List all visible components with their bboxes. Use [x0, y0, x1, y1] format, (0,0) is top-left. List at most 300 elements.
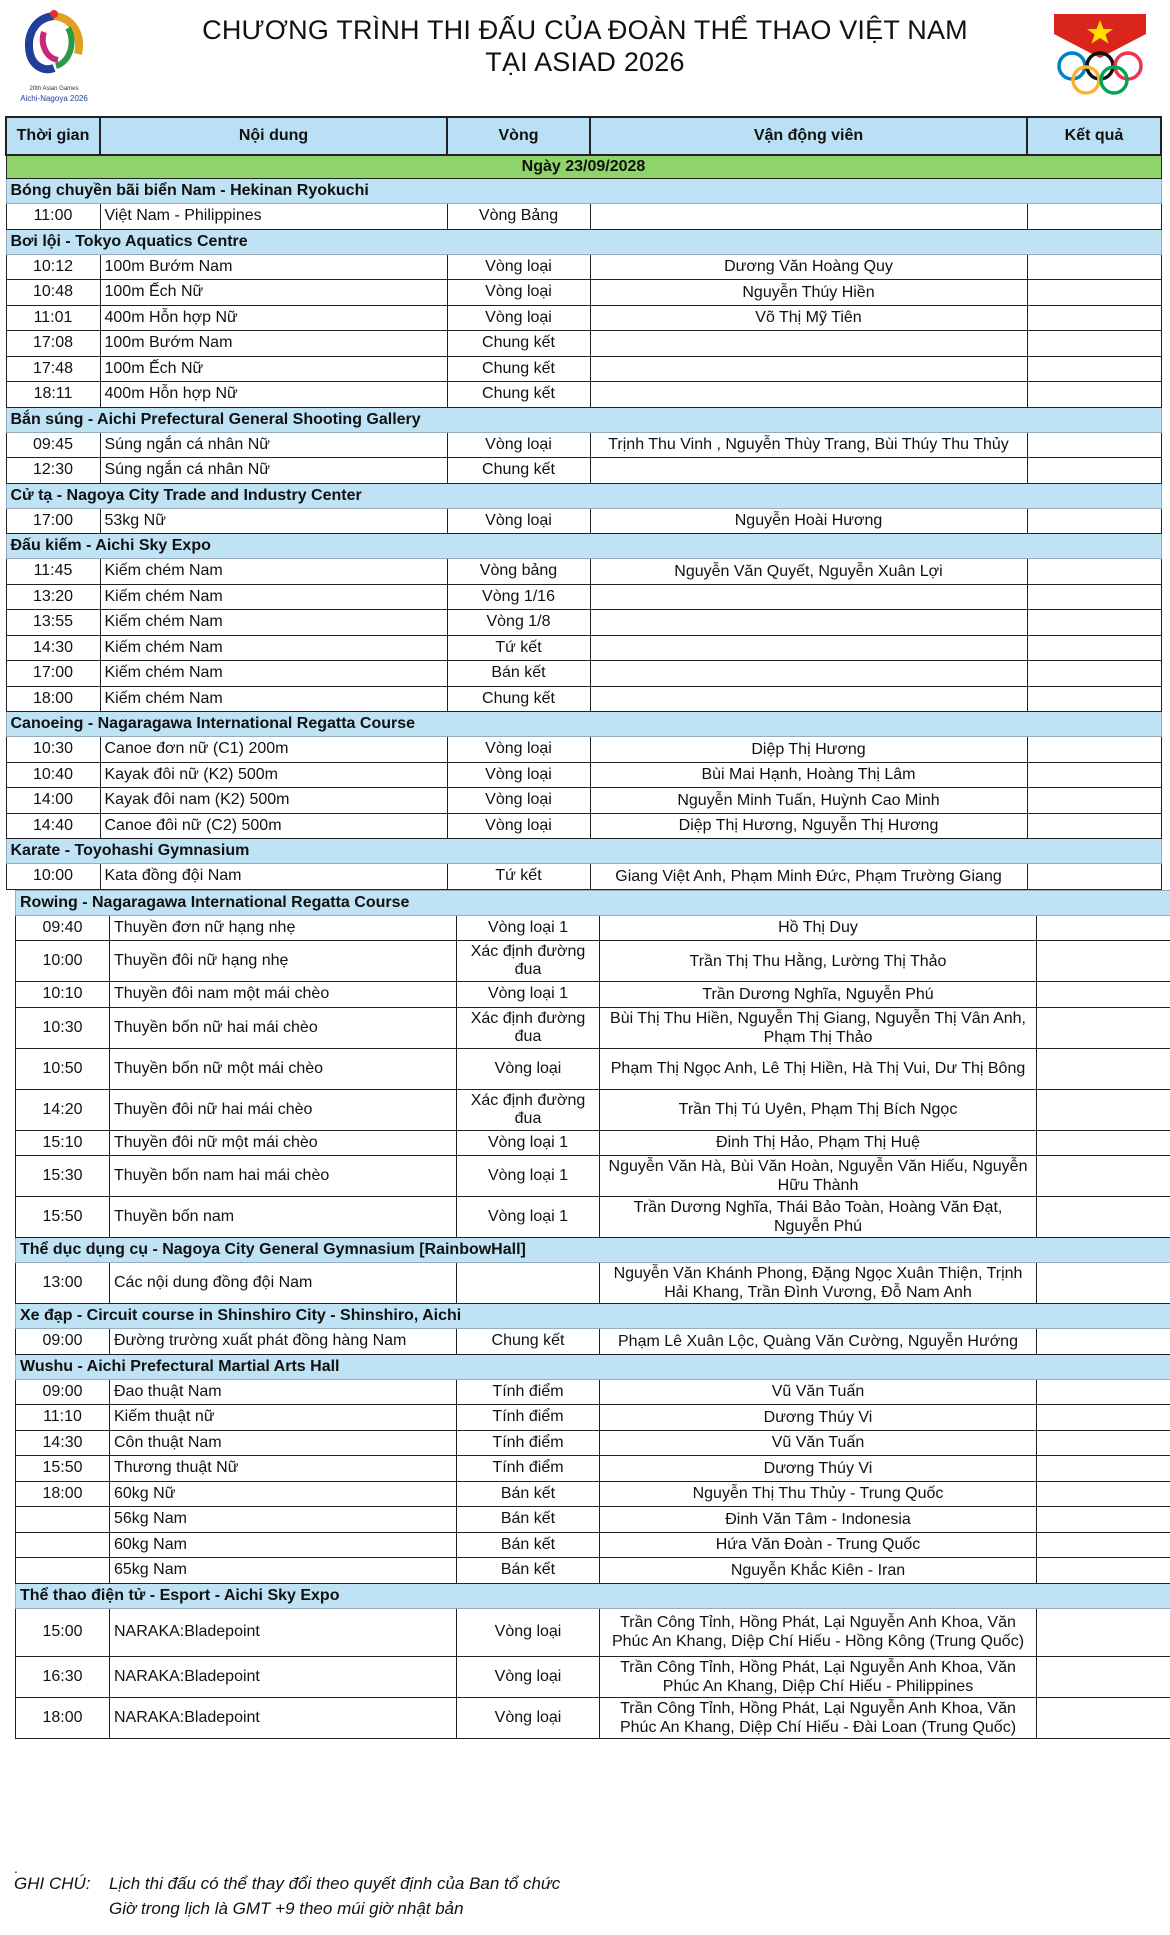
cell-round [457, 1263, 600, 1304]
cell-time: 14:30 [6, 635, 100, 661]
table-row [16, 1697, 1170, 1738]
cell-result [1037, 1430, 1170, 1456]
cell-round: Tính điểm [457, 1405, 600, 1431]
cell-result [1037, 1263, 1170, 1304]
cell-athletes: Nguyễn Thị Thu Thủy - Trung Quốc [600, 1481, 1037, 1507]
cell-round: Bán kết [457, 1532, 600, 1558]
cell-time: 11:10 [16, 1405, 110, 1431]
cell-round: Vòng loại [447, 305, 590, 331]
cell-athletes: Nguyễn Thúy Hiền [590, 280, 1027, 306]
cell-round: Vòng loại [447, 254, 590, 280]
cell-event: 60kg Nam [110, 1532, 457, 1558]
section-title: Wushu - Aichi Prefectural Martial Arts Hall [16, 1354, 1170, 1379]
cell-time: 18:11 [6, 382, 100, 408]
cell-result [1027, 737, 1161, 763]
cell-time: 18:00 [16, 1481, 110, 1507]
cell-athletes [590, 610, 1027, 636]
cell-time: 15:50 [16, 1197, 110, 1238]
cell-event: 100m Bướm Nam [100, 254, 447, 280]
cell-time: 17:08 [6, 331, 100, 357]
note-text-1: Lịch thi đấu có thể thay đổi theo quyết định của Ban tổ chức [109, 1874, 561, 1893]
table-row [16, 1656, 1170, 1697]
cell-round: Vòng loại [447, 508, 590, 534]
section-row [16, 890, 1170, 915]
table-row [6, 432, 1161, 458]
cell-athletes: Nguyễn Khắc Kiên - Iran [600, 1558, 1037, 1584]
cell-result [1037, 1507, 1170, 1533]
cell-round: Vòng loại [447, 432, 590, 458]
cell-event: 100m Ếch Nữ [100, 280, 447, 306]
cell-round: Bán kết [457, 1558, 600, 1584]
cell-round: Vòng loại 1 [457, 982, 600, 1008]
section-row [16, 1354, 1170, 1379]
table-row [6, 788, 1161, 814]
cell-event: NARAKA:Bladepoint [110, 1656, 457, 1697]
table-row [16, 1405, 1170, 1431]
section-title: Thể thao điện tử - Esport - Aichi Sky Expo [16, 1583, 1170, 1608]
cell-round: Vòng loại [457, 1697, 600, 1738]
section-title: Karate - Toyohashi Gymnasium [6, 839, 1161, 864]
cell-athletes: Bùi Mai Hạnh, Hoàng Thị Lâm [590, 762, 1027, 788]
cell-event: 100m Bướm Nam [100, 331, 447, 357]
cell-athletes: Diệp Thị Hương [590, 737, 1027, 763]
cell-event: 60kg Nữ [110, 1481, 457, 1507]
cell-event: Thuyền bốn nam [110, 1197, 457, 1238]
table-row [16, 1329, 1170, 1355]
cell-result [1037, 1379, 1170, 1405]
cell-round: Vòng loại 1 [457, 1130, 600, 1156]
cell-athletes [590, 382, 1027, 408]
section-row [6, 839, 1161, 864]
notes-block [14, 1860, 560, 1924]
cell-athletes [590, 356, 1027, 382]
cell-round: Vòng loại [447, 762, 590, 788]
cell-round: Vòng bảng [447, 559, 590, 585]
cell-event: Kayak đôi nam (K2) 500m [100, 788, 447, 814]
table-row [16, 1089, 1170, 1130]
cell-time: 10:50 [16, 1048, 110, 1089]
cell-event: Kayak đôi nữ (K2) 500m [100, 762, 447, 788]
cell-time: 10:12 [6, 254, 100, 280]
cell-athletes: Nguyễn Hoài Hương [590, 508, 1027, 534]
cell-round: Vòng loại [457, 1656, 600, 1697]
table-row [16, 1197, 1170, 1238]
cell-round: Vòng loại 1 [457, 915, 600, 941]
section-row [16, 1238, 1170, 1263]
cell-result [1027, 305, 1161, 331]
table-row [6, 356, 1161, 382]
cell-event: 56kg Nam [110, 1507, 457, 1533]
cell-time: 15:00 [16, 1608, 110, 1656]
cell-round: Vòng loại 1 [457, 1197, 600, 1238]
cell-round: Vòng loại [457, 1048, 600, 1089]
cell-athletes: Nguyễn Văn Khánh Phong, Đặng Ngọc Xuân Thiện, Trịnh Hải Khang, Trần Đình Vương, Đỗ Nam Anh [600, 1263, 1037, 1304]
cell-athletes: Bùi Thị Thu Hiền, Nguyễn Thị Giang, Nguyễn Thị Vân Anh, Phạm Thị Thảo [600, 1007, 1037, 1048]
cell-event: Các nội dung đồng đội Nam [110, 1263, 457, 1304]
cell-time: 09:45 [6, 432, 100, 458]
table-row [6, 813, 1161, 839]
cell-athletes: Hồ Thị Duy [600, 915, 1037, 941]
cell-time: 11:01 [6, 305, 100, 331]
section-row [16, 1583, 1170, 1608]
section-title: Cử tạ - Nagoya City Trade and Industry Center [6, 483, 1161, 508]
date-label: Ngày 23/09/2028 [6, 155, 1161, 179]
section-title: Rowing - Nagaragawa International Regatta Course [16, 890, 1170, 915]
cell-event: Đao thuật Nam [110, 1379, 457, 1405]
cell-result [1027, 686, 1161, 712]
cell-athletes: Hứa Văn Đoàn - Trung Quốc [600, 1532, 1037, 1558]
cell-round: Bán kết [447, 661, 590, 687]
cell-result [1037, 982, 1170, 1008]
cell-time: 13:00 [16, 1263, 110, 1304]
cell-result [1027, 788, 1161, 814]
cell-event: Thuyền đôi nữ một mái chèo [110, 1130, 457, 1156]
col-header-round: Vòng [447, 117, 590, 155]
cell-time: 14:20 [16, 1089, 110, 1130]
section-row [6, 407, 1161, 432]
section-row [6, 179, 1161, 204]
cell-event: Kiếm chém Nam [100, 635, 447, 661]
section-title: Bắn súng - Aichi Prefectural General Shooting Gallery [6, 407, 1161, 432]
date-row [6, 155, 1161, 179]
cell-result [1027, 331, 1161, 357]
table-row [6, 458, 1161, 484]
section-title: Bơi lội - Tokyo Aquatics Centre [6, 229, 1161, 254]
note-line-2 [14, 1899, 560, 1924]
cell-time: 12:30 [6, 458, 100, 484]
cell-time: 14:40 [6, 813, 100, 839]
cell-athletes: Trần Dương Nghĩa, Thái Bảo Toàn, Hoàng Văn Đạt, Nguyễn Phú [600, 1197, 1037, 1238]
cell-result [1037, 1130, 1170, 1156]
cell-event: Thuyền đơn nữ hạng nhẹ [110, 915, 457, 941]
cell-time: 10:00 [16, 941, 110, 982]
section-title: Xe đạp - Circuit course in Shinshiro City - Shinshiro, Aichi [16, 1304, 1170, 1329]
table-row [16, 1558, 1170, 1584]
cell-round: Tứ kết [447, 864, 590, 890]
cell-athletes: Vũ Văn Tuấn [600, 1379, 1037, 1405]
cell-round: Vòng loại [447, 813, 590, 839]
cell-result [1027, 458, 1161, 484]
asian-games-logo [14, 6, 94, 111]
logo-text-2: Aichi-Nagoya 2026 [20, 94, 88, 103]
cell-athletes: Phạm Thị Ngọc Anh, Lê Thị Hiền, Hà Thị Vui, Dư Thị Bông [600, 1048, 1037, 1089]
cell-round: Bán kết [457, 1481, 600, 1507]
table-row [16, 1507, 1170, 1533]
table-row [6, 635, 1161, 661]
cell-round: Vòng loại 1 [457, 1156, 600, 1197]
cell-result [1037, 1007, 1170, 1048]
note-text-2: Giờ trong lịch là GMT +9 theo múi giờ nhật bản [109, 1899, 464, 1918]
table-row [16, 915, 1170, 941]
cell-result [1037, 1405, 1170, 1431]
cell-event: Kiếm chém Nam [100, 584, 447, 610]
cell-time: 15:10 [16, 1130, 110, 1156]
cell-result [1027, 762, 1161, 788]
cell-athletes: Trần Công Tỉnh, Hồng Phát, Lại Nguyễn Anh Khoa, Văn Phúc An Khang, Diệp Chí Hiếu - Đài Loan (Trung Quốc) [600, 1697, 1037, 1738]
cell-time [16, 1532, 110, 1558]
cell-event: 53kg Nữ [100, 508, 447, 534]
cell-round: Chung kết [447, 458, 590, 484]
table-row [6, 280, 1161, 306]
table-row [16, 1048, 1170, 1089]
cell-event: Việt Nam - Philippines [100, 204, 447, 230]
cell-athletes [590, 458, 1027, 484]
cell-time: 14:00 [6, 788, 100, 814]
cell-athletes: Nguyễn Văn Hà, Bùi Văn Hoàn, Nguyễn Văn Hiếu, Nguyễn Hữu Thành [600, 1156, 1037, 1197]
cell-time: 10:48 [6, 280, 100, 306]
cell-athletes: Vũ Văn Tuấn [600, 1430, 1037, 1456]
cell-time: 18:00 [6, 686, 100, 712]
table-row [6, 661, 1161, 687]
cell-time: 09:00 [16, 1329, 110, 1355]
cell-time: 18:00 [16, 1697, 110, 1738]
cell-round: Chung kết [447, 382, 590, 408]
cell-athletes: Nguyễn Minh Tuấn, Huỳnh Cao Minh [590, 788, 1027, 814]
cell-event: Kata đồng đội Nam [100, 864, 447, 890]
cell-result [1027, 661, 1161, 687]
table-row [6, 864, 1161, 890]
section-title: Bóng chuyền bãi biển Nam - Hekinan Ryokuchi [6, 179, 1161, 204]
cell-event: Súng ngắn cá nhân Nữ [100, 458, 447, 484]
cell-round: Chung kết [447, 686, 590, 712]
cell-result [1037, 1697, 1170, 1738]
cell-round: Chung kết [447, 331, 590, 357]
cell-time [16, 1558, 110, 1584]
page-title [150, 14, 1020, 78]
cell-result [1027, 254, 1161, 280]
cell-event: Kiếm chém Nam [100, 610, 447, 636]
cell-result [1037, 1156, 1170, 1197]
cell-athletes: Dương Thúy Vi [600, 1405, 1037, 1431]
cell-time: 15:50 [16, 1456, 110, 1482]
cell-event: Thuyền bốn nam hai mái chèo [110, 1156, 457, 1197]
cell-round: Tính điểm [457, 1379, 600, 1405]
cell-event: Thuyền bốn nữ một mái chèo [110, 1048, 457, 1089]
table-row [16, 1007, 1170, 1048]
cell-result [1037, 1532, 1170, 1558]
table-row [6, 737, 1161, 763]
cell-event: NARAKA:Bladepoint [110, 1608, 457, 1656]
schedule-table-main [5, 116, 1162, 890]
cell-round: Tứ kết [447, 635, 590, 661]
notes-dot: . [14, 1860, 18, 1876]
cell-result [1027, 508, 1161, 534]
cell-time: 11:00 [6, 204, 100, 230]
cell-result [1037, 1656, 1170, 1697]
cell-result [1027, 432, 1161, 458]
cell-time: 10:30 [6, 737, 100, 763]
cell-time: 10:30 [16, 1007, 110, 1048]
cell-athletes: Trần Thị Thu Hằng, Lường Thị Thảo [600, 941, 1037, 982]
cell-event: Côn thuật Nam [110, 1430, 457, 1456]
section-row [6, 712, 1161, 737]
cell-athletes [590, 686, 1027, 712]
section-title: Đấu kiếm - Aichi Sky Expo [6, 534, 1161, 559]
cell-round: Xác định đường đua [457, 1007, 600, 1048]
cell-athletes: Đinh Thị Hảo, Phạm Thị Huệ [600, 1130, 1037, 1156]
cell-time: 10:10 [16, 982, 110, 1008]
schedule-sheet [5, 116, 1160, 1739]
table-header-row [6, 117, 1161, 155]
cell-event: Đường trường xuất phát đồng hàng Nam [110, 1329, 457, 1355]
cell-event: Thuyền bốn nữ hai mái chèo [110, 1007, 457, 1048]
cell-result [1027, 382, 1161, 408]
col-header-time: Thời gian [6, 117, 100, 155]
cell-result [1037, 1329, 1170, 1355]
cell-result [1037, 941, 1170, 982]
cell-result [1027, 864, 1161, 890]
cell-event: Thuyền đôi nữ hạng nhẹ [110, 941, 457, 982]
cell-event: 65kg Nam [110, 1558, 457, 1584]
table-row [6, 254, 1161, 280]
cell-time: 13:20 [6, 584, 100, 610]
cell-round: Xác định đường đua [457, 1089, 600, 1130]
cell-time: 17:00 [6, 661, 100, 687]
schedule-table-continued [15, 890, 1170, 1739]
cell-time: 10:00 [6, 864, 100, 890]
cell-result [1027, 204, 1161, 230]
cell-athletes: Nguyễn Văn Quyết, Nguyễn Xuân Lợi [590, 559, 1027, 585]
note-line-1 [14, 1874, 560, 1899]
cell-round: Vòng 1/8 [447, 610, 590, 636]
cell-result [1037, 1558, 1170, 1584]
cell-round: Xác định đường đua [457, 941, 600, 982]
cell-time: 13:55 [6, 610, 100, 636]
cell-athletes [590, 635, 1027, 661]
cell-athletes: Dương Thúy Vi [600, 1456, 1037, 1482]
cell-event: Thương thuật Nữ [110, 1456, 457, 1482]
table-row [16, 1608, 1170, 1656]
table-row [6, 610, 1161, 636]
cell-athletes: Diệp Thị Hương, Nguyễn Thị Hương [590, 813, 1027, 839]
table-row [6, 331, 1161, 357]
page-header [0, 0, 1170, 112]
table-row [6, 204, 1161, 230]
table-row [6, 559, 1161, 585]
table-row [16, 1130, 1170, 1156]
table-row [16, 1263, 1170, 1304]
cell-event: Kiếm chém Nam [100, 686, 447, 712]
table-row [16, 941, 1170, 982]
cell-result [1037, 1456, 1170, 1482]
cell-athletes [590, 204, 1027, 230]
cell-time: 10:40 [6, 762, 100, 788]
cell-event: Canoe đơn nữ (C1) 200m [100, 737, 447, 763]
cell-round: Chung kết [457, 1329, 600, 1355]
cell-round: Vòng loại [457, 1608, 600, 1656]
cell-athletes: Giang Việt Anh, Phạm Minh Đức, Phạm Trường Giang [590, 864, 1027, 890]
table-row [16, 1532, 1170, 1558]
cell-time: 17:00 [6, 508, 100, 534]
cell-time [16, 1507, 110, 1533]
cell-event: Thuyền đôi nữ hai mái chèo [110, 1089, 457, 1130]
cell-round: Tính điểm [457, 1456, 600, 1482]
cell-athletes: Dương Văn Hoàng Quy [590, 254, 1027, 280]
cell-athletes: Trịnh Thu Vinh , Nguyễn Thùy Trang, Bùi Thúy Thu Thủy [590, 432, 1027, 458]
cell-event: Súng ngắn cá nhân Nữ [100, 432, 447, 458]
table-row [6, 686, 1161, 712]
cell-result [1037, 1048, 1170, 1089]
cell-time: 17:48 [6, 356, 100, 382]
cell-time: 09:40 [16, 915, 110, 941]
cell-round: Vòng loại [447, 280, 590, 306]
cell-time: 09:00 [16, 1379, 110, 1405]
cell-athletes: Trần Công Tỉnh, Hồng Phát, Lại Nguyễn Anh Khoa, Văn Phúc An Khang, Diệp Chí Hiếu - Hồng Kông (Trung Quốc) [600, 1608, 1037, 1656]
table-row [16, 1430, 1170, 1456]
col-header-result: Kết quả [1027, 117, 1161, 155]
cell-round: Vòng loại [447, 737, 590, 763]
table-row [16, 1456, 1170, 1482]
section-row [6, 534, 1161, 559]
vietnam-olympic-logo [1050, 14, 1150, 96]
cell-result [1027, 584, 1161, 610]
cell-athletes: Phạm Lê Xuân Lộc, Quàng Văn Cường, Nguyễn Hướng [600, 1329, 1037, 1355]
cell-result [1027, 280, 1161, 306]
cell-time: 15:30 [16, 1156, 110, 1197]
cell-result [1027, 610, 1161, 636]
cell-event: 400m Hỗn hợp Nữ [100, 382, 447, 408]
cell-result [1037, 1197, 1170, 1238]
table-row [6, 762, 1161, 788]
col-header-event: Nội dung [100, 117, 447, 155]
cell-athletes: Đinh Văn Tâm - Indonesia [600, 1507, 1037, 1533]
logo-text-1: 20th Asian Games [29, 86, 79, 92]
cell-athletes: Võ Thị Mỹ Tiên [590, 305, 1027, 331]
table-row [6, 508, 1161, 534]
cell-athletes [590, 331, 1027, 357]
notes-label: GHI CHÚ: [14, 1874, 91, 1893]
cell-round: Vòng Bảng [447, 204, 590, 230]
cell-event: 100m Ếch Nữ [100, 356, 447, 382]
cell-result [1037, 915, 1170, 941]
cell-event: Thuyền đôi nam một mái chèo [110, 982, 457, 1008]
table-row [6, 305, 1161, 331]
cell-event: Kiếm chém Nam [100, 559, 447, 585]
cell-round: Vòng 1/16 [447, 584, 590, 610]
cell-athletes: Trần Dương Nghĩa, Nguyễn Phú [600, 982, 1037, 1008]
table-row [16, 982, 1170, 1008]
title-line-2: TẠI ASIAD 2026 [485, 47, 685, 77]
cell-result [1037, 1089, 1170, 1130]
table-row [16, 1156, 1170, 1197]
cell-result [1027, 356, 1161, 382]
col-header-athletes: Vận động viên [590, 117, 1027, 155]
section-row [6, 483, 1161, 508]
cell-athletes: Trần Thị Tú Uyên, Phạm Thị Bích Ngọc [600, 1089, 1037, 1130]
cell-result [1037, 1481, 1170, 1507]
title-line-1: CHƯƠNG TRÌNH THI ĐẤU CỦA ĐOÀN THỂ THAO VIỆT NAM [202, 15, 968, 45]
section-row [6, 229, 1161, 254]
cell-round: Bán kết [457, 1507, 600, 1533]
cell-time: 16:30 [16, 1656, 110, 1697]
table-row [16, 1379, 1170, 1405]
section-row [16, 1304, 1170, 1329]
table-row [16, 1481, 1170, 1507]
cell-result [1027, 559, 1161, 585]
section-title: Canoeing - Nagaragawa International Regatta Course [6, 712, 1161, 737]
cell-round: Tính điểm [457, 1430, 600, 1456]
cell-athletes [590, 661, 1027, 687]
cell-athletes [590, 584, 1027, 610]
cell-event: 400m Hỗn hợp Nữ [100, 305, 447, 331]
table-row [6, 584, 1161, 610]
cell-round: Vòng loại [447, 788, 590, 814]
cell-result [1027, 813, 1161, 839]
cell-result [1037, 1608, 1170, 1656]
cell-event: Kiếm thuật nữ [110, 1405, 457, 1431]
section-title: Thể dục dụng cụ - Nagoya City General Gymnasium [RainbowHall] [16, 1238, 1170, 1263]
cell-time: 11:45 [6, 559, 100, 585]
